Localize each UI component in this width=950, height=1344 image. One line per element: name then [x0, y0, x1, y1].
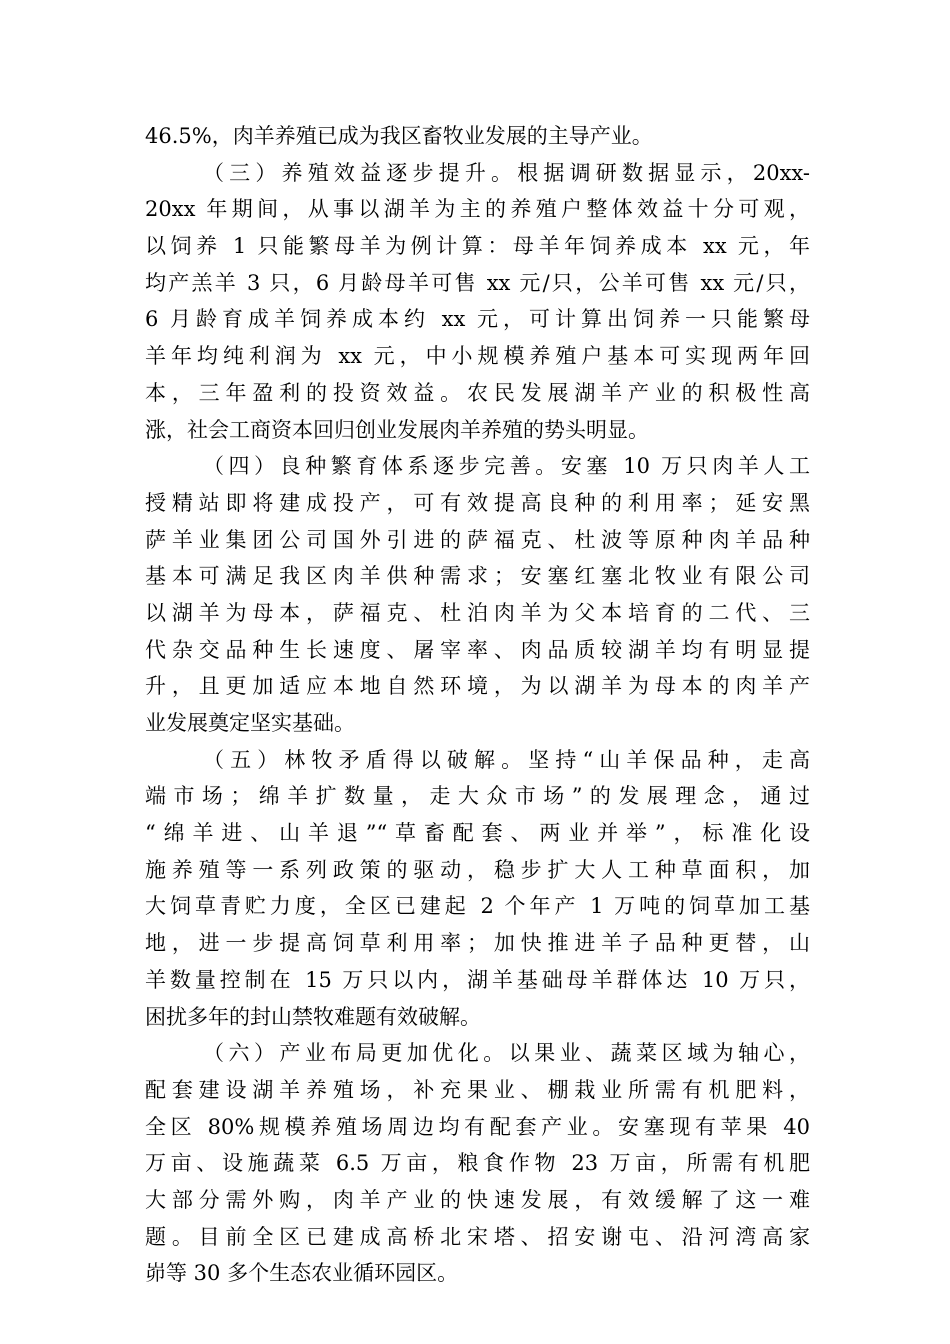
- text-line: 涨，社会工商资本回归创业发展肉羊养殖的势头明显。: [145, 417, 649, 442]
- text-line: 端市场；绵羊扩数量，走大众市场”的发展理念，通过: [145, 784, 810, 809]
- text-line: 20xx 年期间，从事以湖羊为主的养殖户整体效益十分可观，: [145, 197, 810, 222]
- paragraph: [145, 155, 810, 449]
- text-line: 地，进一步提高饲草利用率；加快推进羊子品种更替，山: [145, 931, 810, 956]
- text-line: 施养殖等一系列政策的驱动，稳步扩大人工种草面积，加: [145, 857, 810, 882]
- text-line: 配套建设湖羊养殖场，补充果业、棚栽业所需有机肥料，: [145, 1077, 810, 1102]
- text-line: 羊年均纯利润为 xx 元，中小规模养殖户基本可实现两年回: [145, 344, 810, 369]
- text-line: （四）良种繁育体系逐步完善。安塞 10 万只肉羊人工: [203, 454, 810, 479]
- text-line: （六）产业布局更加优化。以果业、蔬菜区域为轴心，: [203, 1041, 810, 1066]
- text-line: 大部分需外购，肉羊产业的快速发展，有效缓解了这一难: [145, 1187, 810, 1212]
- paragraph: [145, 742, 810, 1036]
- text-line: 万亩、设施蔬菜 6.5 万亩，粮食作物 23 万亩，所需有机肥: [145, 1151, 810, 1176]
- document-body: [145, 118, 810, 1292]
- text-line: 以湖羊为母本，萨福克、杜泊肉羊为父本培育的二代、三: [145, 600, 810, 625]
- text-line: 以饲养 1 只能繁母羊为例计算：母羊年饲养成本 xx 元，年: [145, 234, 810, 259]
- text-line: 业发展奠定坚实基础。: [145, 711, 355, 735]
- paragraph: [145, 118, 810, 155]
- text-line: 升，且更加适应本地自然环境，为以湖羊为母本的肉羊产: [145, 674, 810, 699]
- text-line: “绵羊进、山羊退”“草畜配套、两业并举”，标准化设: [145, 821, 810, 846]
- paragraph: [145, 1035, 810, 1292]
- text-line: 大饲草青贮力度，全区已建起 2 个年产 1 万吨的饲草加工基: [145, 894, 810, 919]
- text-line: 均产羔羊 3 只，6 月龄母羊可售 xx 元/只，公羊可售 xx 元/只，: [145, 270, 810, 295]
- text-line: 全区 80%规模养殖场周边均有配套产业。安塞现有苹果 40: [145, 1114, 810, 1139]
- text-line: 题。目前全区已建成高桥北宋塔、招安谢屯、沿河湾高家: [145, 1224, 810, 1249]
- text-line: （五）林牧矛盾得以破解。坚持“山羊保品种，走高: [203, 747, 810, 772]
- text-line: 困扰多年的封山禁牧难题有效破解。: [145, 1004, 481, 1029]
- text-line: （三）养殖效益逐步提升。根据调研数据显示，20xx-: [203, 160, 810, 185]
- text-line: 代杂交品种生长速度、屠宰率、肉品质较湖羊均有明显提: [145, 637, 810, 662]
- text-line: 46.5%，肉羊养殖已成为我区畜牧业发展的主导产业。: [145, 124, 653, 148]
- paragraph: [145, 448, 810, 742]
- text-line: 峁等 30 多个生态农业循环园区。: [145, 1261, 459, 1286]
- text-line: 本，三年盈利的投资效益。农民发展湖羊产业的积极性高: [145, 380, 810, 405]
- text-line: 羊数量控制在 15 万只以内，湖羊基础母羊群体达 10 万只，: [145, 967, 810, 992]
- text-line: 基本可满足我区肉羊供种需求；安塞红塞北牧业有限公司: [145, 564, 810, 589]
- text-line: 6 月龄育成羊饲养成本约 xx 元，可计算出饲养一只能繁母: [145, 307, 810, 332]
- text-line: 授精站即将建成投产，可有效提高良种的利用率；延安黑: [145, 490, 810, 515]
- text-line: 萨羊业集团公司国外引进的萨福克、杜波等原种肉羊品种: [145, 527, 810, 552]
